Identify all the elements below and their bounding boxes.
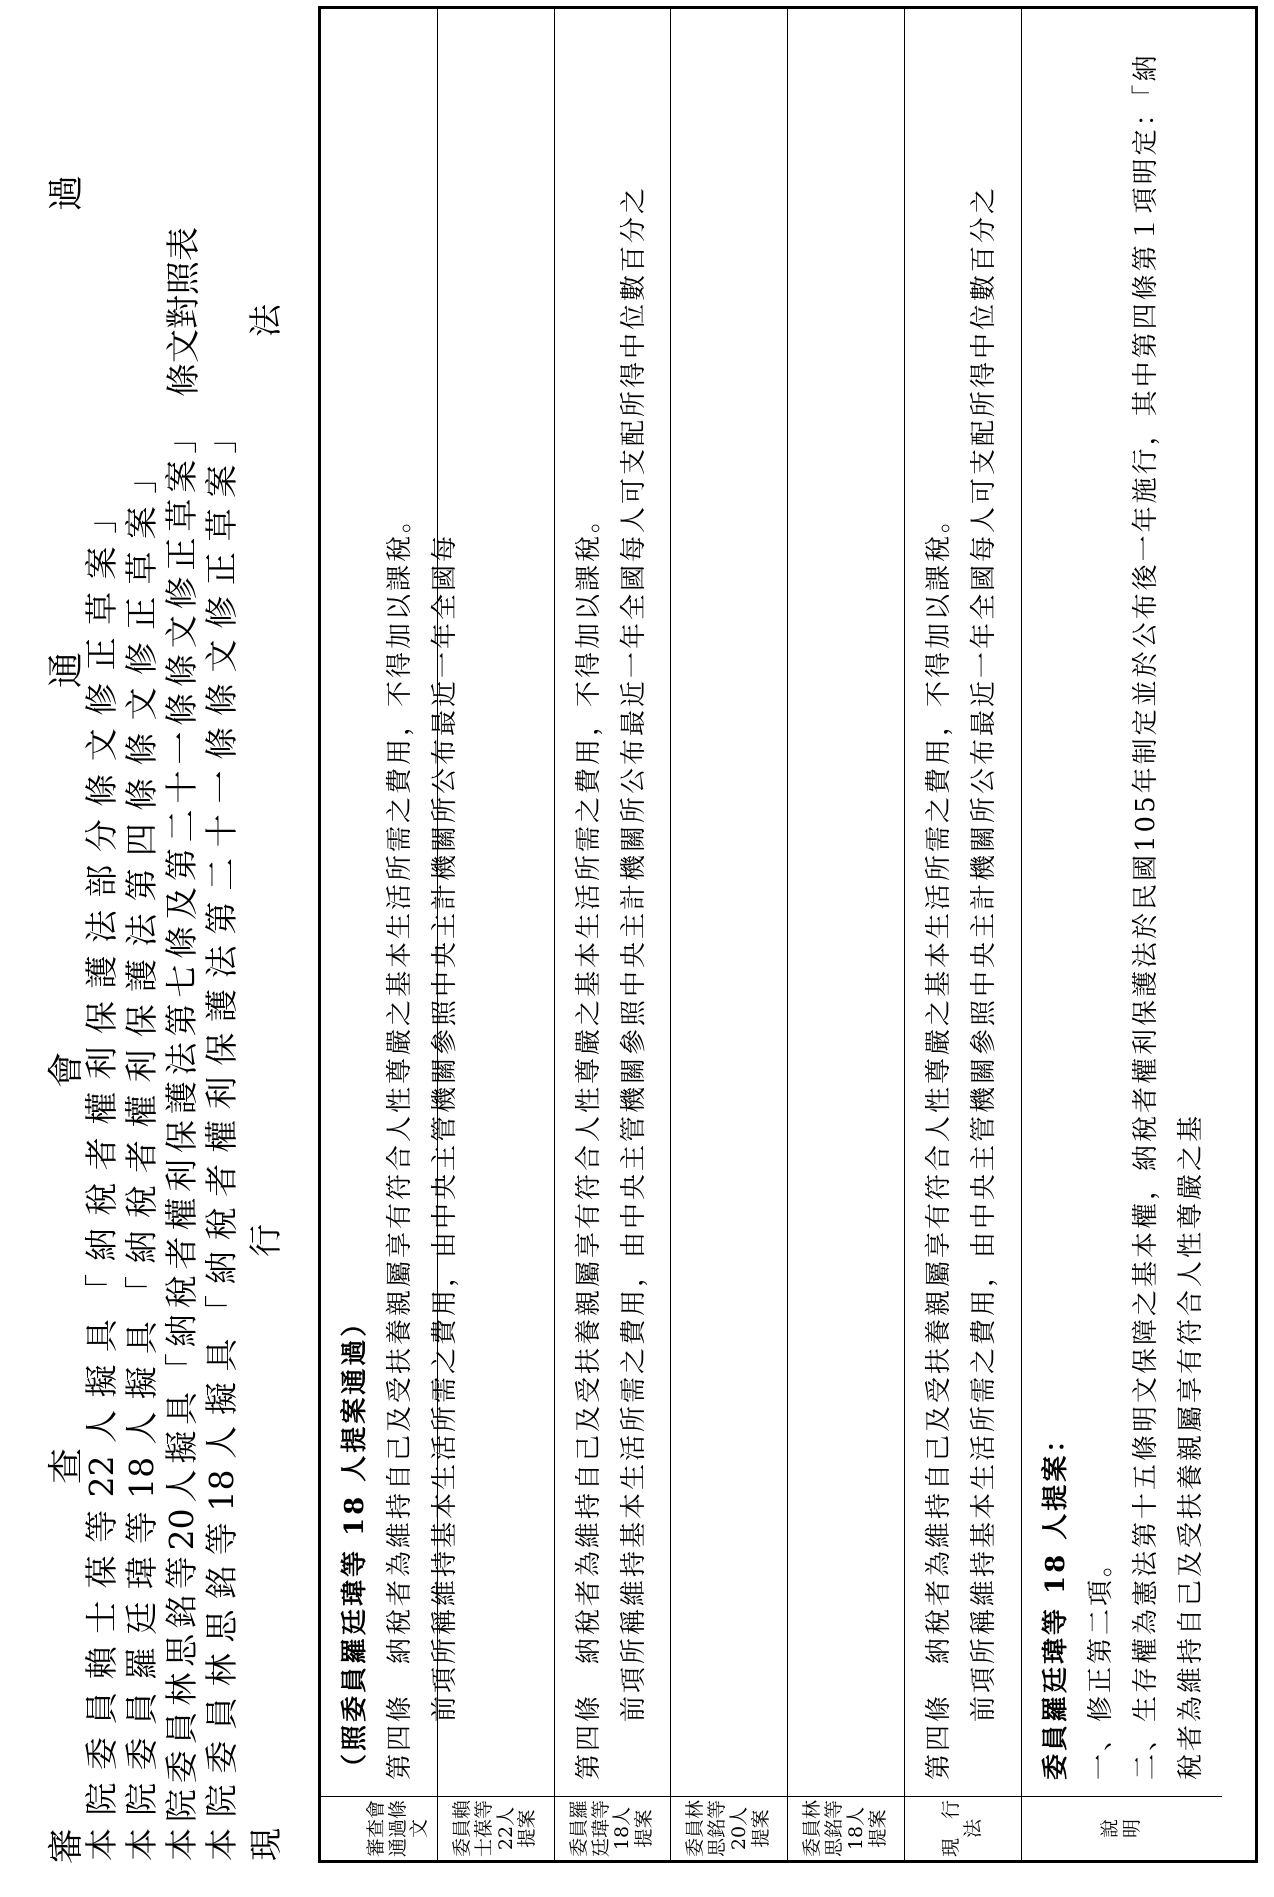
article-text: 二、生存權為憲法第十五條明文保障之基本權，納稅者權利保護法於民國105年制定並於公布後一年施行，其中第四條第１項明定：「納稅者為維持自己及受扶養親屬享有符合人性尊嚴之基 [1130, 52, 1206, 1780]
title-heading-char: 查 [46, 1447, 87, 1484]
proposal-heading: 委員羅廷瑋等 18 人提案： [1040, 1423, 1071, 1780]
column-header: 說 明 [1022, 1796, 1222, 1860]
article-text: 前項所稱維持基本生活所需之費用，由中央主管機關參照中央主計機關所公布最近一年全國每人可支配所得中位數百分之 [968, 184, 999, 1780]
column-header: 委員賴士葆等22人提案 [438, 1796, 554, 1860]
article-text: 第四條 納稅者為維持自己及受扶養親屬享有符合人性尊嚴之基本生活所需之費用，不得加以課稅。 [923, 503, 954, 1780]
title-heading-char: 通 [46, 651, 87, 688]
proposal-heading: （照委員羅廷瑋等 18 人提案通過） [340, 1307, 370, 1780]
article-text: 一、修正第二項。 [1085, 1547, 1116, 1780]
title-line: 本院委員林思銘等20人擬具「納稅者權利保護法第七條及第二十一條條文修正草案」 [162, 421, 201, 1861]
table-row [1022, 9, 1206, 1860]
table-row [905, 9, 1022, 1860]
title-heading-char: 會 [46, 1051, 87, 1088]
article-text: 第四條 納稅者為維持自己及受扶養親屬享有符合人性尊嚴之基本生活所需之費用，不得加以課稅。 [385, 503, 415, 1780]
column-body [438, 9, 554, 1796]
column-header: 委員羅廷瑋等18人提案 [555, 1796, 671, 1860]
title-line: 本院委員林思銘等18人擬具「納稅者權利保護法第二十一條條文修正草案」 [202, 421, 241, 1861]
column-body [788, 9, 904, 1796]
title-suffix: 條文對照表 [164, 227, 204, 397]
table-row [555, 9, 672, 1860]
title-block [0, 0, 300, 1897]
title-heading-char: 過 [46, 174, 87, 211]
title-line: 本院委員羅廷瑋等18人擬具「納稅者權利保護法第四條條文修正草案」 [122, 461, 161, 1861]
article-text: 第四條 納稅者為維持自己及受扶養親屬享有符合人性尊嚴之基本生活所需之費用，不得加以課稅。 [573, 503, 604, 1780]
title-tail-char: 行 [246, 1224, 285, 1257]
article-text: 前項所稱維持基本生活所需之費用，由中央主管機關參照中央主計機關所公布最近一年全國每 [430, 532, 460, 1780]
column-body [555, 9, 671, 1796]
title-line: 本院委員賴士葆等22人擬具「納稅者權利保護法部分條文修正草案」 [82, 501, 121, 1861]
article-text: 前項所稱維持基本生活所需之費用，由中央主管機關參照中央主計機關所公布最近一年全國每人可支配所得中位數百分之 [618, 184, 649, 1780]
title-tail-char: 現 [246, 1828, 285, 1861]
column-header: 審查會通過條文 [321, 1796, 476, 1860]
column-body [905, 9, 1021, 1796]
table-row [321, 9, 460, 1860]
column-header: 委員林思銘等18人提案 [788, 1796, 904, 1860]
column-body [671, 9, 787, 1796]
title-heading-char: 審 [46, 1827, 87, 1864]
table-row [671, 9, 788, 1860]
table-row [438, 9, 555, 1860]
column-header: 現 行 法 [905, 1796, 1021, 1860]
column-header: 委員林思銘等20人提案 [671, 1796, 787, 1860]
column-body [1022, 9, 1222, 1796]
comparison-table [318, 6, 1258, 1863]
table-row [788, 9, 905, 1860]
title-tail-char: 法 [246, 304, 285, 337]
